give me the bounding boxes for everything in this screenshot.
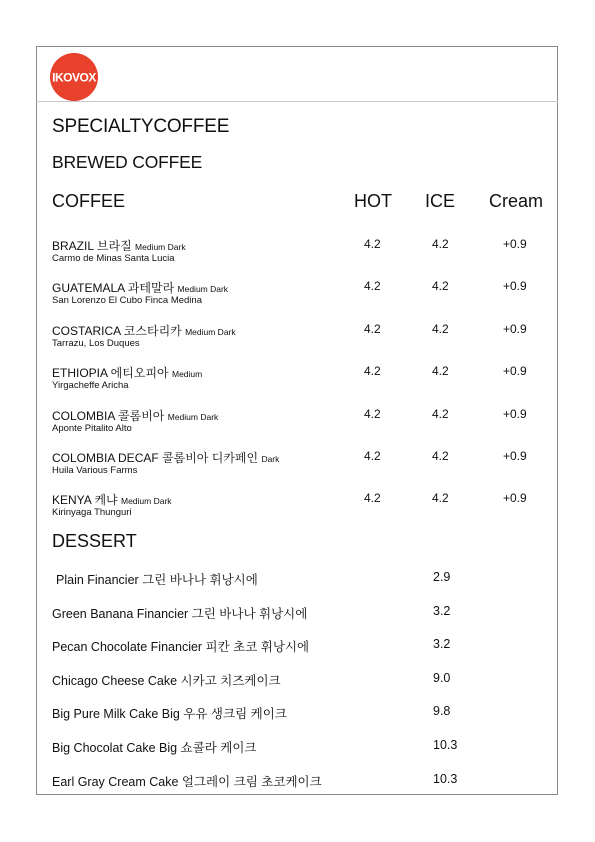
dessert-item — [52, 637, 542, 657]
price-hot: 4.2 — [364, 364, 381, 379]
coffee-name-text: BRAZIL 브라질 — [52, 239, 132, 253]
price-ice: 4.2 — [432, 321, 449, 336]
dessert-price: 10.3 — [433, 738, 458, 752]
dessert-item — [52, 772, 542, 792]
coffee-origin: San Lorenzo El Cubo Finca Medina — [52, 295, 202, 307]
coffee-item — [52, 237, 542, 277]
dessert-price: 3.2 — [433, 637, 451, 652]
roast-level: Medium Dark — [121, 496, 172, 507]
dessert-price: 2.9 — [433, 570, 451, 584]
coffee-origin: Tarrazu, Los Duques — [52, 337, 140, 349]
dessert-name: Chicago Cheese Cake 시카고 치즈케이크 — [52, 673, 281, 688]
coffee-origin: Yirgacheffe Aricha — [52, 380, 129, 392]
coffee-name — [52, 322, 236, 339]
roast-level: Medium Dark — [177, 284, 229, 295]
dessert-item — [52, 604, 542, 624]
dessert-name: Pecan Chocolate Financier 피칸 초코 휘낭시에 — [52, 640, 310, 655]
dessert-name: Big Chocolat Cake Big 쇼콜라 케이크 — [52, 741, 257, 755]
coffee-origin: Kirinyaga Thunguri — [52, 507, 132, 519]
coffee-name — [52, 237, 186, 254]
price-hot: 4.2 — [364, 491, 381, 506]
section-subtitle: BREWED COFFEE — [52, 152, 203, 172]
price-hot: 4.2 — [364, 406, 381, 421]
dessert-title: DESSERT — [52, 531, 137, 551]
coffee-name-text: ETHIOPIA 에티오피아 — [52, 366, 169, 381]
coffee-name-text: COSTARICA 코스타리카 — [52, 323, 182, 338]
coffee-item — [52, 491, 542, 531]
coffee-item — [52, 279, 542, 319]
coffee-item — [52, 407, 542, 447]
price-hot: 4.2 — [364, 279, 381, 294]
price-ice: 4.2 — [432, 364, 449, 379]
dessert-price: 9.0 — [433, 670, 451, 685]
column-header-hot: HOT — [354, 191, 392, 211]
brand-logo — [50, 53, 98, 101]
coffee-item — [52, 449, 542, 489]
price-hot: 4.2 — [364, 237, 381, 251]
price-hot: 4.2 — [364, 449, 381, 463]
dessert-name: Big Pure Milk Cake Big 우유 생크림 케이크 — [52, 707, 287, 722]
coffee-name-text: GUATEMALA 과테말라 — [52, 281, 175, 296]
price-cream: +0.9 — [503, 237, 527, 251]
coffee-item — [52, 322, 542, 362]
price-cream: +0.9 — [503, 279, 527, 294]
coffee-origin: Aponte Pitalito Alto — [52, 422, 132, 434]
price-ice: 4.2 — [432, 237, 449, 251]
coffee-item — [52, 364, 542, 404]
coffee-name-text: COLOMBIA 콜롬비아 — [52, 408, 165, 423]
price-ice: 4.2 — [432, 279, 449, 294]
column-header-coffee: COFFEE — [52, 191, 126, 211]
coffee-origin: Carmo de Minas Santa Lucia — [52, 253, 175, 264]
price-hot: 4.2 — [364, 321, 381, 336]
roast-level: Medium Dark — [185, 326, 236, 337]
dessert-name: Earl Gray Cream Cake 얼그레이 크림 초코케이크 — [52, 774, 322, 789]
coffee-name — [52, 449, 279, 466]
price-cream: +0.9 — [503, 449, 527, 463]
price-cream: +0.9 — [503, 491, 527, 506]
price-ice: 4.2 — [432, 491, 449, 506]
coffee-name — [52, 491, 172, 508]
dessert-price: 9.8 — [433, 704, 451, 719]
header-divider — [36, 101, 558, 102]
roast-level: Dark — [261, 454, 280, 464]
roast-level: Medium — [172, 369, 203, 380]
menu-title: SPECIALTYCOFFEE — [52, 116, 230, 137]
coffee-name — [52, 279, 228, 296]
coffee-name — [52, 364, 202, 381]
roast-level: Medium Dark — [135, 242, 186, 252]
roast-level: Medium Dark — [167, 411, 219, 422]
dessert-item — [52, 704, 542, 724]
dessert-item — [52, 671, 542, 691]
column-header-cream: Cream — [489, 191, 544, 211]
column-header-ice: ICE — [425, 191, 456, 211]
price-cream: +0.9 — [503, 364, 527, 379]
coffee-name-text: KENYA 케냐 — [52, 493, 118, 508]
dessert-name: Green Banana Financier 그린 바나나 휘낭시에 — [52, 606, 308, 621]
price-ice: 4.2 — [432, 406, 449, 421]
coffee-origin: Huila Various Farms — [52, 465, 138, 476]
dessert-item — [52, 738, 542, 758]
price-cream: +0.9 — [503, 321, 527, 336]
dessert-name: Plain Financier 그린 바나나 휘낭시에 — [56, 573, 258, 587]
price-cream: +0.9 — [503, 406, 527, 421]
dessert-price: 3.2 — [433, 603, 451, 618]
dessert-item — [52, 570, 542, 590]
coffee-name — [52, 407, 218, 424]
price-ice: 4.2 — [432, 449, 449, 463]
svg-text:IKOVOX: IKOVOX — [52, 70, 96, 85]
dessert-price: 10.3 — [433, 771, 458, 786]
coffee-name-text: COLOMBIA DECAF 콜롬비아 디카페인 — [52, 451, 259, 465]
